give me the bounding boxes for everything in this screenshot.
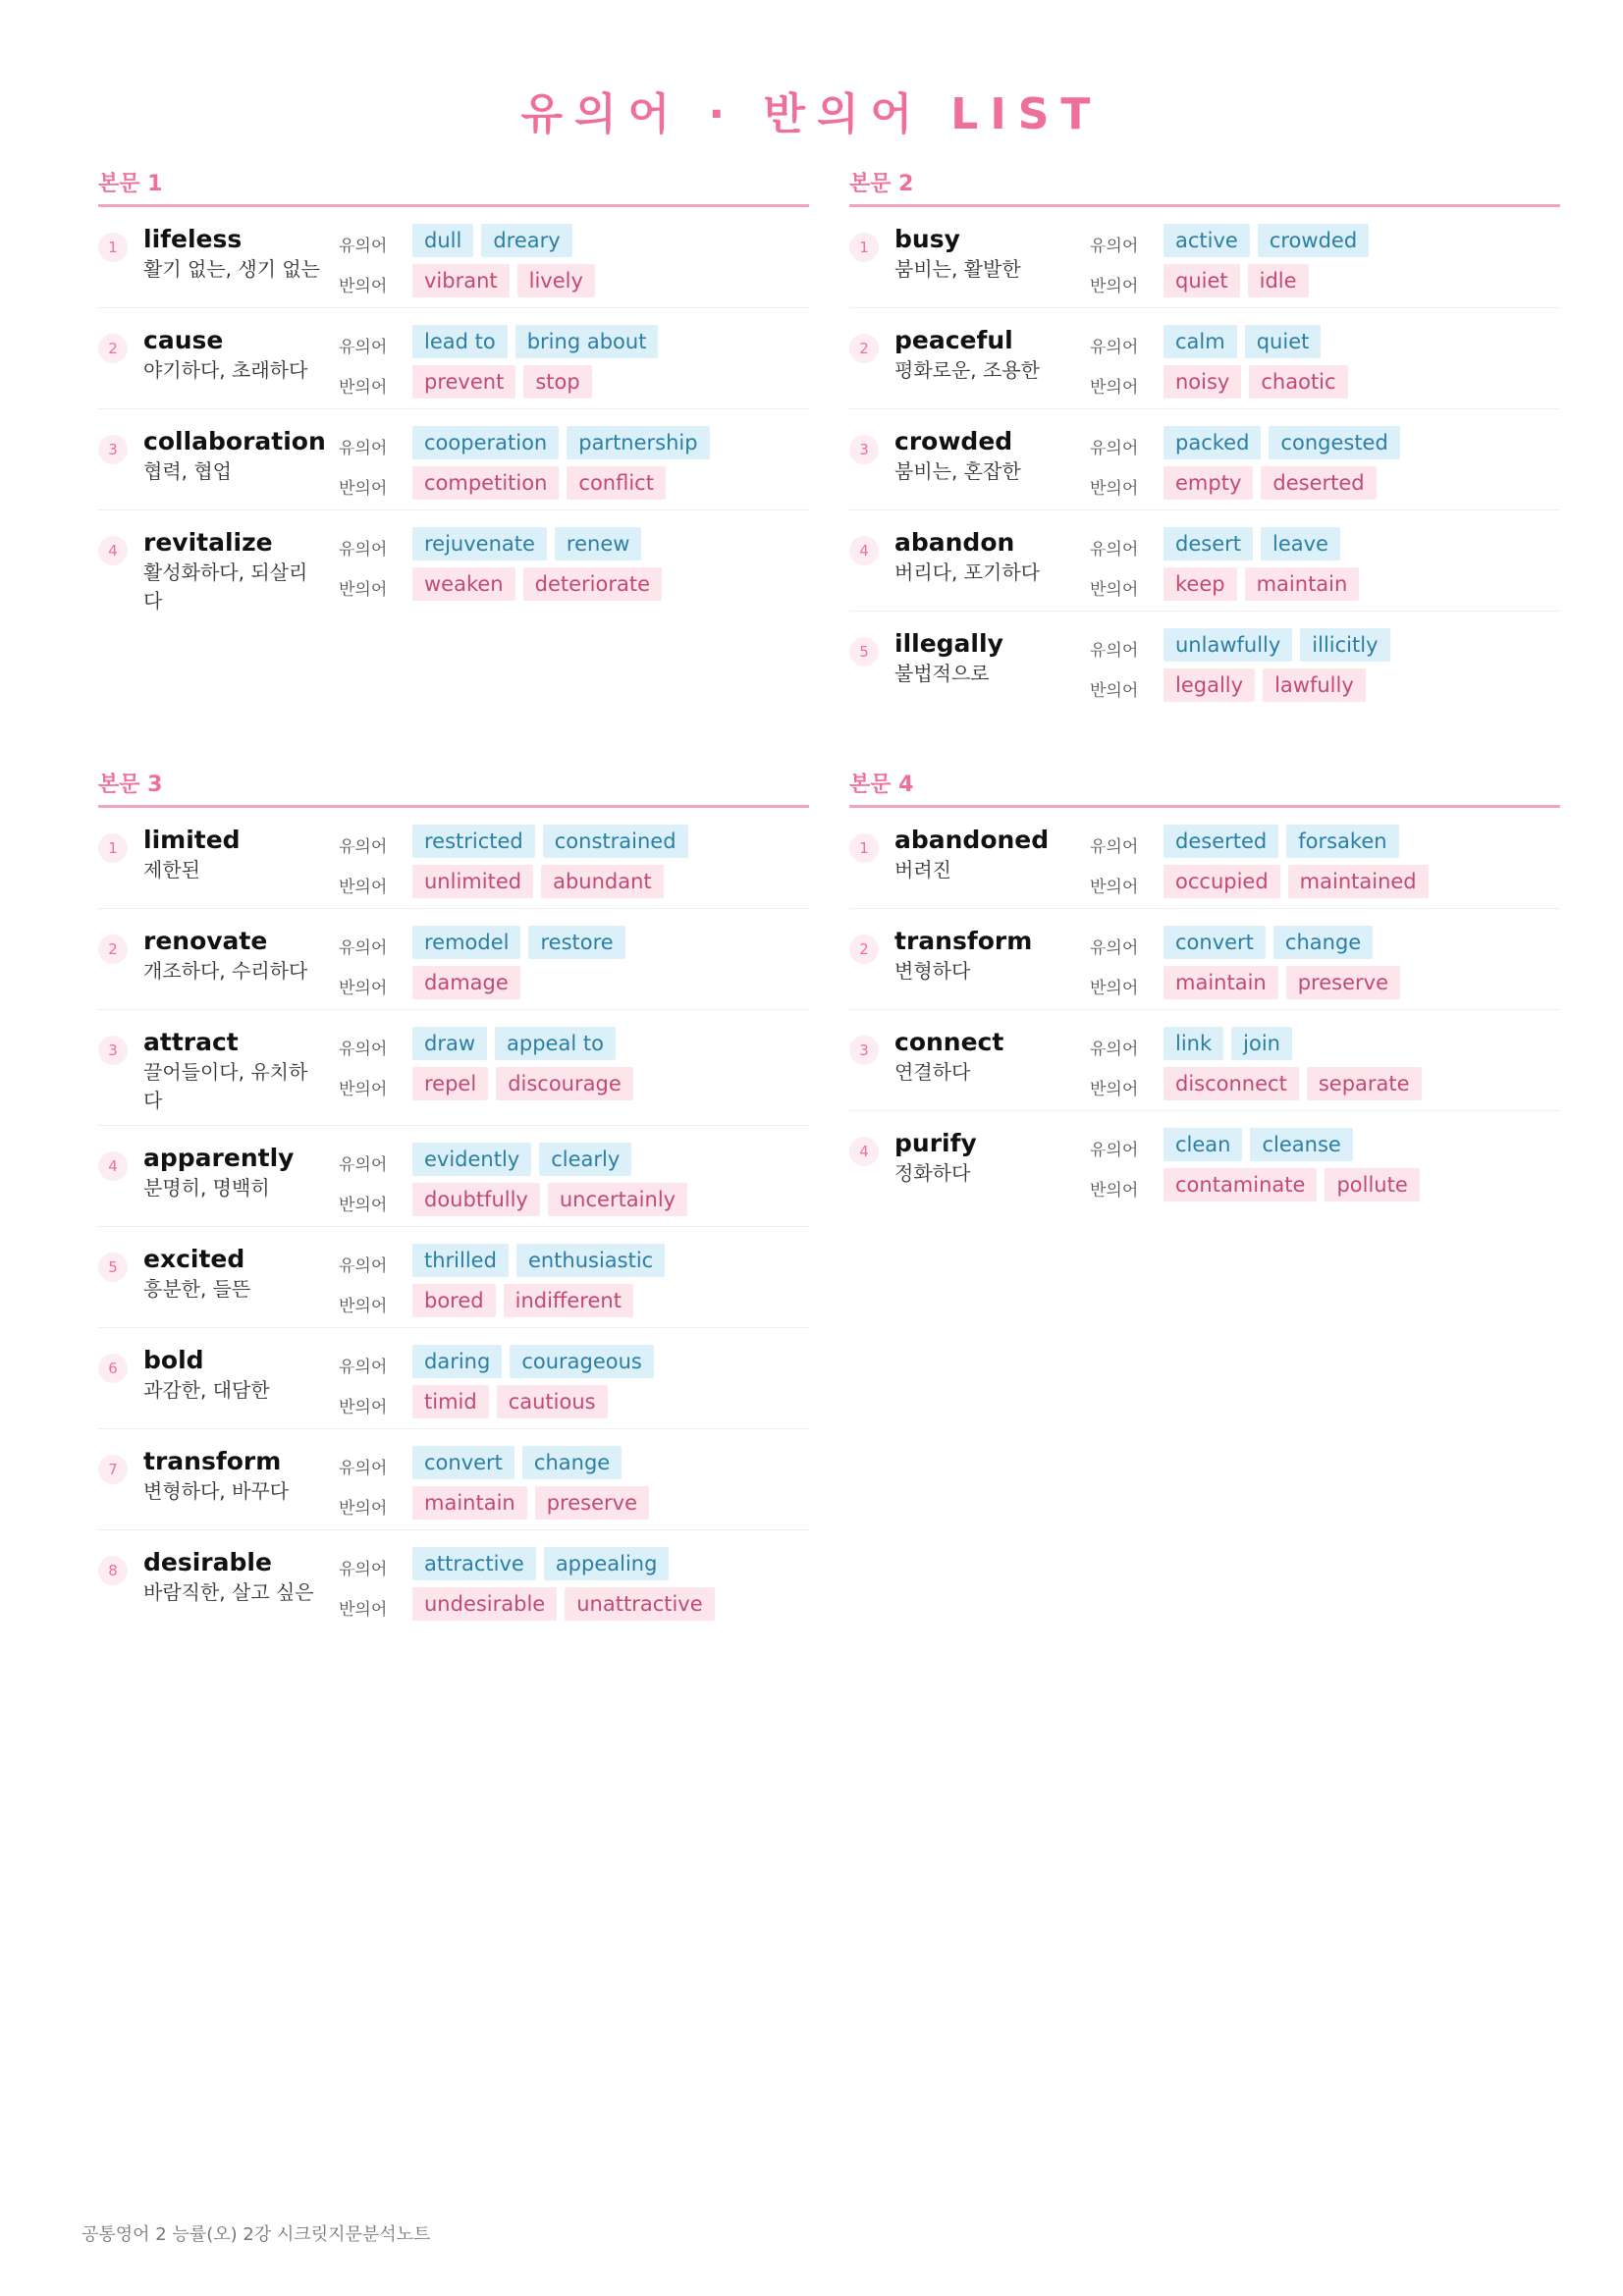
footer-text: 공통영어 2 능률(오) 2강 시크릿지문분석노트: [81, 2224, 431, 2245]
synonym-chip: rejuvenate: [412, 527, 547, 561]
entry-number-badge: 1: [98, 233, 128, 262]
synonym-chip: bring about: [515, 325, 659, 358]
entry-number-badge: 1: [849, 833, 879, 863]
antonym-label: 반의어: [339, 580, 388, 600]
synonym-chip: clean: [1163, 1128, 1242, 1161]
synonym-label: 유의어: [1090, 938, 1139, 958]
entry-meaning: 분명히, 명백히: [143, 1176, 270, 1200]
antonym-chip: pollute: [1325, 1168, 1419, 1201]
entry-meaning: 협력, 협업: [143, 459, 232, 483]
synonym-label: 유의어: [339, 837, 388, 857]
synonym-chip: forsaken: [1286, 825, 1398, 858]
synonym-chips: [412, 926, 633, 959]
entry-meaning: 개조하다, 수리하다: [143, 959, 308, 983]
synonym-label: 유의어: [1090, 1141, 1139, 1160]
entry-number-badge: 8: [98, 1556, 128, 1585]
antonym-chips: [1163, 966, 1408, 999]
entry-number-badge: 3: [98, 1036, 128, 1065]
antonym-chip: unlimited: [412, 865, 533, 898]
antonym-chip: timid: [412, 1385, 489, 1418]
entry-meaning: 평화로운, 조용한: [894, 358, 1040, 382]
synonym-chip: renew: [555, 527, 642, 561]
antonym-chips: [1163, 466, 1384, 500]
antonym-chip: conflict: [567, 466, 666, 500]
synonym-label: 유의어: [339, 1040, 388, 1059]
synonym-chips: [1163, 224, 1377, 257]
vocab-entry: [849, 409, 1560, 510]
section-2: [849, 167, 1560, 713]
entry-meaning: 야기하다, 초래하다: [143, 358, 308, 382]
vocab-entry: [849, 510, 1560, 612]
synonym-chip: link: [1163, 1027, 1223, 1060]
synonym-chip: partnership: [567, 426, 709, 459]
synonym-chips: [1163, 426, 1408, 459]
antonym-chip: maintain: [1245, 567, 1360, 601]
vocab-entry: [98, 909, 809, 1010]
synonym-chips: [412, 1027, 623, 1060]
entry-number-badge: 2: [849, 334, 879, 363]
synonym-chips: [412, 325, 666, 358]
synonym-chips: [1163, 825, 1407, 858]
antonym-chips: [412, 567, 670, 601]
antonym-chip: vibrant: [412, 264, 510, 297]
entry-number-badge: 4: [849, 1137, 879, 1166]
entry-word: bold: [143, 1346, 204, 1374]
entry-word: abandon: [894, 528, 1015, 557]
synonym-label: 유의어: [1090, 237, 1139, 256]
antonym-chip: uncertainly: [548, 1183, 687, 1216]
synonym-chips: [412, 1446, 629, 1479]
synonym-chip: restricted: [412, 825, 535, 858]
synonym-chip: congested: [1269, 426, 1399, 459]
antonym-chip: discourage: [496, 1067, 633, 1100]
entry-meaning: 바람직한, 살고 싶은: [143, 1580, 314, 1604]
entry-word: lifeless: [143, 225, 243, 253]
entry-word: transform: [894, 927, 1033, 955]
antonym-label: 반의어: [1090, 878, 1139, 897]
antonym-chip: separate: [1307, 1067, 1422, 1100]
synonym-chips: [412, 224, 580, 257]
antonym-label: 반의어: [339, 277, 388, 296]
entry-meaning: 정화하다: [894, 1161, 971, 1185]
antonym-label: 반의어: [339, 1196, 388, 1215]
synonym-chip: lead to: [412, 325, 508, 358]
antonym-chips: [412, 1486, 657, 1520]
entry-word: cause: [143, 326, 224, 354]
synonym-chips: [412, 527, 649, 561]
synonym-chip: change: [1273, 926, 1373, 959]
antonym-chip: indifferent: [504, 1284, 633, 1317]
entry-word: illegally: [894, 629, 1003, 658]
antonym-chip: repel: [412, 1067, 488, 1100]
entry-meaning: 변형하다, 바꾸다: [143, 1479, 289, 1503]
section-title: 본문 2: [849, 167, 1560, 207]
antonym-chip: preserve: [535, 1486, 649, 1520]
synonym-chip: attractive: [412, 1547, 536, 1580]
synonym-chip: quiet: [1245, 325, 1322, 358]
section-title: 본문 4: [849, 768, 1560, 808]
entry-word: renovate: [143, 927, 268, 955]
synonym-chip: desert: [1163, 527, 1253, 561]
entry-meaning: 변형하다: [894, 959, 971, 983]
synonym-label: 유의어: [339, 237, 388, 256]
entry-number-badge: 3: [849, 435, 879, 464]
synonym-chips: [1163, 926, 1380, 959]
synonym-chip: deserted: [1163, 825, 1278, 858]
entry-number-badge: 3: [849, 1036, 879, 1065]
antonym-chip: competition: [412, 466, 559, 500]
antonym-label: 반의어: [1090, 378, 1139, 398]
entry-word: excited: [143, 1245, 245, 1273]
entry-number-badge: 3: [98, 435, 128, 464]
antonym-chip: preserve: [1286, 966, 1400, 999]
entry-number-badge: 4: [98, 536, 128, 565]
vocab-entry: [849, 1010, 1560, 1111]
vocab-entry: [98, 1010, 809, 1126]
vocab-entry: [98, 1126, 809, 1227]
antonym-chip: maintained: [1288, 865, 1429, 898]
entry-meaning: 끌어들이다, 유치하다: [143, 1060, 308, 1112]
vocab-entry: [98, 1227, 809, 1328]
entry-number-badge: 6: [98, 1354, 128, 1383]
synonym-chip: courageous: [510, 1345, 654, 1378]
antonym-label: 반의어: [1090, 580, 1139, 600]
synonym-chips: [412, 1345, 662, 1378]
antonym-chips: [412, 365, 600, 399]
synonym-label: 유의어: [339, 338, 388, 357]
antonym-chip: deteriorate: [523, 567, 662, 601]
synonym-label: 유의어: [339, 1459, 388, 1478]
vocab-entry: [98, 1328, 809, 1429]
antonym-chips: [1163, 264, 1317, 297]
synonym-chip: clearly: [539, 1143, 631, 1176]
section-title: 본문 1: [98, 167, 809, 207]
entry-word: limited: [143, 826, 241, 854]
synonym-chips: [1163, 325, 1328, 358]
synonym-chip: cooperation: [412, 426, 559, 459]
antonym-chip: doubtfully: [412, 1183, 540, 1216]
page-title: 유의어 · 반의어 LIST: [520, 89, 1103, 139]
antonym-label: 반의어: [1090, 681, 1139, 701]
entry-meaning: 버리다, 포기하다: [894, 561, 1040, 584]
synonym-label: 유의어: [1090, 837, 1139, 857]
entry-number-badge: 1: [98, 833, 128, 863]
synonym-chip: remodel: [412, 926, 520, 959]
antonym-chip: deserted: [1261, 466, 1376, 500]
antonym-label: 반의어: [1090, 277, 1139, 296]
entry-number-badge: 4: [849, 536, 879, 565]
synonym-label: 유의어: [339, 938, 388, 958]
vocab-entry: [98, 510, 809, 626]
antonym-chip: empty: [1163, 466, 1253, 500]
antonym-chip: keep: [1163, 567, 1237, 601]
synonym-label: 유의어: [1090, 338, 1139, 357]
antonym-chip: idle: [1248, 264, 1309, 297]
entry-meaning: 활기 없는, 생기 없는: [143, 257, 320, 281]
entry-number-badge: 4: [98, 1151, 128, 1181]
antonym-label: 반의어: [1090, 1181, 1139, 1201]
entry-word: transform: [143, 1447, 282, 1475]
antonym-chips: [412, 1067, 641, 1100]
vocab-entry: [849, 308, 1560, 409]
antonym-chip: undesirable: [412, 1587, 557, 1621]
antonym-chips: [412, 1385, 616, 1418]
vocab-entry: [98, 308, 809, 409]
antonym-label: 반의어: [339, 878, 388, 897]
synonym-chip: cleanse: [1250, 1128, 1352, 1161]
synonym-chip: change: [522, 1446, 622, 1479]
synonym-chips: [1163, 1027, 1300, 1060]
vocab-entry: [849, 612, 1560, 713]
synonym-chips: [412, 825, 696, 858]
entry-word: crowded: [894, 427, 1013, 455]
antonym-chip: damage: [412, 966, 520, 999]
antonym-chip: legally: [1163, 668, 1255, 702]
synonym-label: 유의어: [339, 540, 388, 560]
synonym-chip: appealing: [544, 1547, 670, 1580]
vocab-entry: [98, 808, 809, 909]
antonym-label: 반의어: [339, 1499, 388, 1519]
synonym-chip: constrained: [543, 825, 688, 858]
antonym-chip: maintain: [412, 1486, 527, 1520]
synonym-chip: leave: [1261, 527, 1340, 561]
synonym-label: 유의어: [339, 1560, 388, 1579]
vocab-entry: [849, 207, 1560, 308]
entry-word: collaboration: [143, 427, 326, 455]
synonym-chip: appeal to: [495, 1027, 616, 1060]
entry-number-badge: 5: [98, 1253, 128, 1282]
vocab-entry: [98, 1429, 809, 1530]
antonym-chips: [412, 466, 674, 500]
antonym-chips: [1163, 1067, 1430, 1100]
synonym-label: 유의어: [1090, 439, 1139, 458]
antonym-chips: [412, 966, 528, 999]
synonym-chip: thrilled: [412, 1244, 509, 1277]
synonym-label: 유의어: [339, 1256, 388, 1276]
entry-word: revitalize: [143, 528, 273, 557]
vocab-entry: [849, 808, 1560, 909]
synonym-label: 유의어: [1090, 1040, 1139, 1059]
synonym-chips: [412, 1547, 676, 1580]
entry-number-badge: 1: [849, 233, 879, 262]
entry-meaning: 붐비는, 활발한: [894, 257, 1021, 281]
synonym-label: 유의어: [339, 1155, 388, 1175]
entry-word: peaceful: [894, 326, 1013, 354]
antonym-label: 반의어: [339, 1600, 388, 1620]
antonym-chip: maintain: [1163, 966, 1278, 999]
entry-meaning: 연결하다: [894, 1060, 971, 1084]
antonym-chip: cautious: [497, 1385, 608, 1418]
synonym-chips: [412, 426, 718, 459]
synonym-chips: [1163, 628, 1398, 662]
antonym-chips: [1163, 668, 1374, 702]
antonym-chip: noisy: [1163, 365, 1241, 399]
entry-meaning: 버려진: [894, 858, 951, 881]
antonym-label: 반의어: [1090, 1080, 1139, 1099]
antonym-chip: lawfully: [1263, 668, 1366, 702]
synonym-chip: illicitly: [1300, 628, 1389, 662]
synonym-chips: [1163, 527, 1348, 561]
synonym-chip: join: [1231, 1027, 1292, 1060]
antonym-chip: prevent: [412, 365, 515, 399]
entry-meaning: 과감한, 대담한: [143, 1378, 270, 1402]
antonym-label: 반의어: [339, 1297, 388, 1316]
synonym-label: 유의어: [339, 1358, 388, 1377]
synonym-chip: active: [1163, 224, 1250, 257]
entry-number-badge: 2: [98, 334, 128, 363]
antonym-chips: [412, 865, 672, 898]
entry-word: abandoned: [894, 826, 1050, 854]
section-title: 본문 3: [98, 768, 809, 808]
synonym-chip: enthusiastic: [516, 1244, 665, 1277]
antonym-chip: bored: [412, 1284, 496, 1317]
antonym-label: 반의어: [339, 1398, 388, 1417]
entry-meaning: 활성화하다, 되살리다: [143, 561, 308, 613]
entry-meaning: 제한된: [143, 858, 200, 881]
entry-number-badge: 2: [98, 934, 128, 964]
synonym-chip: unlawfully: [1163, 628, 1292, 662]
antonym-chip: unattractive: [565, 1587, 714, 1621]
antonym-chips: [412, 1284, 641, 1317]
section-3: [98, 768, 809, 1631]
antonym-chip: weaken: [412, 567, 515, 601]
synonym-chip: dull: [412, 224, 473, 257]
antonym-chips: [412, 1587, 723, 1621]
entry-word: desirable: [143, 1548, 272, 1576]
antonym-chip: lively: [517, 264, 595, 297]
entry-word: purify: [894, 1129, 977, 1157]
vocab-entry: [98, 409, 809, 510]
antonym-label: 반의어: [1090, 979, 1139, 998]
antonym-label: 반의어: [339, 979, 388, 998]
synonym-label: 유의어: [339, 439, 388, 458]
antonym-chip: occupied: [1163, 865, 1280, 898]
entry-number-badge: 5: [849, 637, 879, 667]
antonym-label: 반의어: [339, 378, 388, 398]
entry-meaning: 불법적으로: [894, 662, 990, 685]
vocab-entry: [849, 1111, 1560, 1212]
synonym-label: 유의어: [1090, 540, 1139, 560]
vocab-entry: [98, 207, 809, 308]
entry-number-badge: 7: [98, 1455, 128, 1484]
synonym-label: 유의어: [1090, 641, 1139, 661]
entry-word: apparently: [143, 1144, 295, 1172]
synonym-chip: packed: [1163, 426, 1261, 459]
synonym-chips: [412, 1143, 639, 1176]
antonym-chips: [1163, 1168, 1428, 1201]
antonym-chips: [412, 264, 603, 297]
antonym-chips: [1163, 365, 1356, 399]
antonym-label: 반의어: [339, 479, 388, 499]
antonym-chip: chaotic: [1249, 365, 1347, 399]
antonym-label: 반의어: [339, 1080, 388, 1099]
section-4: [849, 768, 1560, 1212]
antonym-chip: quiet: [1163, 264, 1240, 297]
synonym-chips: [1163, 1128, 1361, 1161]
synonym-chip: crowded: [1258, 224, 1369, 257]
antonym-chip: disconnect: [1163, 1067, 1299, 1100]
synonym-chip: evidently: [412, 1143, 531, 1176]
entry-number-badge: 2: [849, 934, 879, 964]
entry-meaning: 붐비는, 혼잡한: [894, 459, 1021, 483]
entry-word: connect: [894, 1028, 1004, 1056]
antonym-chips: [1163, 865, 1436, 898]
synonym-chip: draw: [412, 1027, 487, 1060]
synonym-chip: dreary: [481, 224, 571, 257]
antonym-chip: abundant: [541, 865, 664, 898]
synonym-chip: restore: [528, 926, 624, 959]
vocab-entry: [98, 1530, 809, 1631]
synonym-chip: calm: [1163, 325, 1237, 358]
antonym-chip: stop: [523, 365, 591, 399]
antonym-chips: [1163, 567, 1367, 601]
antonym-chips: [412, 1183, 695, 1216]
entry-meaning: 흥분한, 들뜬: [143, 1277, 251, 1301]
synonym-chip: convert: [1163, 926, 1266, 959]
section-1: [98, 167, 809, 626]
synonym-chip: daring: [412, 1345, 502, 1378]
vocab-entry: [849, 909, 1560, 1010]
antonym-label: 반의어: [1090, 479, 1139, 499]
synonym-chips: [412, 1244, 673, 1277]
synonym-chip: convert: [412, 1446, 514, 1479]
entry-word: busy: [894, 225, 960, 253]
entry-word: attract: [143, 1028, 239, 1056]
antonym-chip: contaminate: [1163, 1168, 1317, 1201]
